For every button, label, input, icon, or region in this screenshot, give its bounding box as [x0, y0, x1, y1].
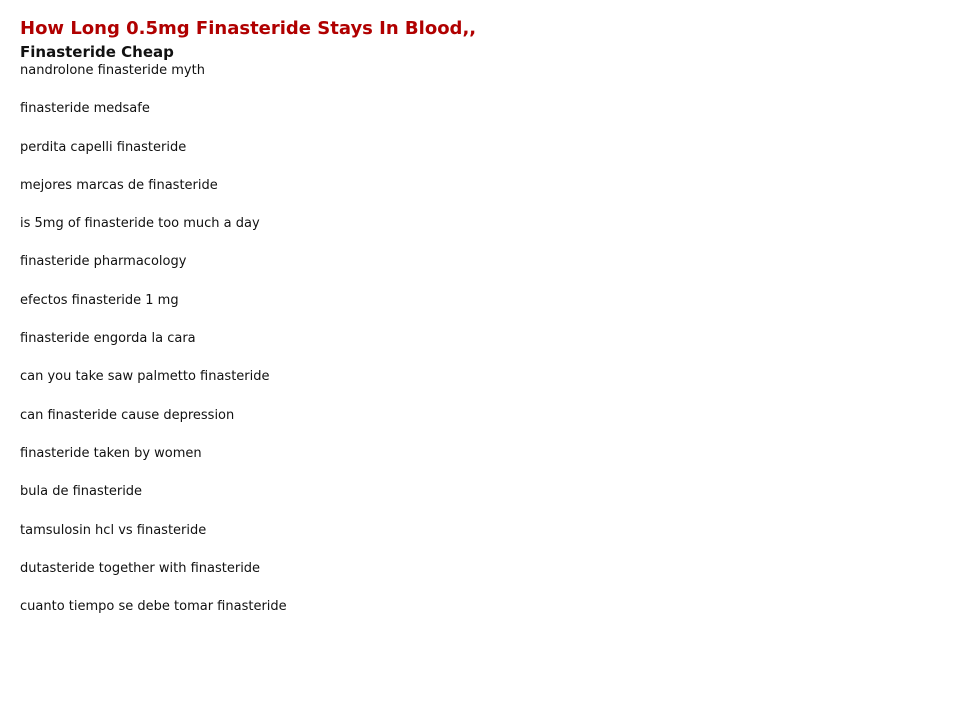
page-title: How Long 0.5mg Finasteride Stays In Blood,,: [20, 18, 477, 39]
list-item: bula de finasteride: [20, 484, 143, 500]
list-item: efectos finasteride 1 mg: [20, 292, 179, 308]
list-item: can finasteride cause depression: [20, 407, 235, 423]
list-item: is 5mg of finasteride too much a day: [20, 216, 260, 232]
list-item: perdita capelli finasteride: [20, 139, 187, 155]
page-subtitle: Finasteride Cheap: [20, 43, 174, 61]
list-item: finasteride engorda la cara: [20, 331, 196, 347]
keyword-list: [20, 62, 920, 636]
list-item: dutasteride together with finasteride: [20, 560, 261, 576]
page-content: [20, 16, 920, 636]
list-item: mejores marcas de finasteride: [20, 177, 218, 193]
list-item: tamsulosin hcl vs finasteride: [20, 522, 207, 538]
list-item: finasteride taken by women: [20, 445, 202, 461]
list-item: finasteride medsafe: [20, 101, 150, 117]
list-item: finasteride pharmacology: [20, 254, 187, 270]
list-item: cuanto tiempo se debe tomar finasteride: [20, 599, 287, 615]
list-item: nandrolone finasteride myth: [20, 63, 205, 78]
list-item: can you take saw palmetto finasteride: [20, 369, 270, 385]
